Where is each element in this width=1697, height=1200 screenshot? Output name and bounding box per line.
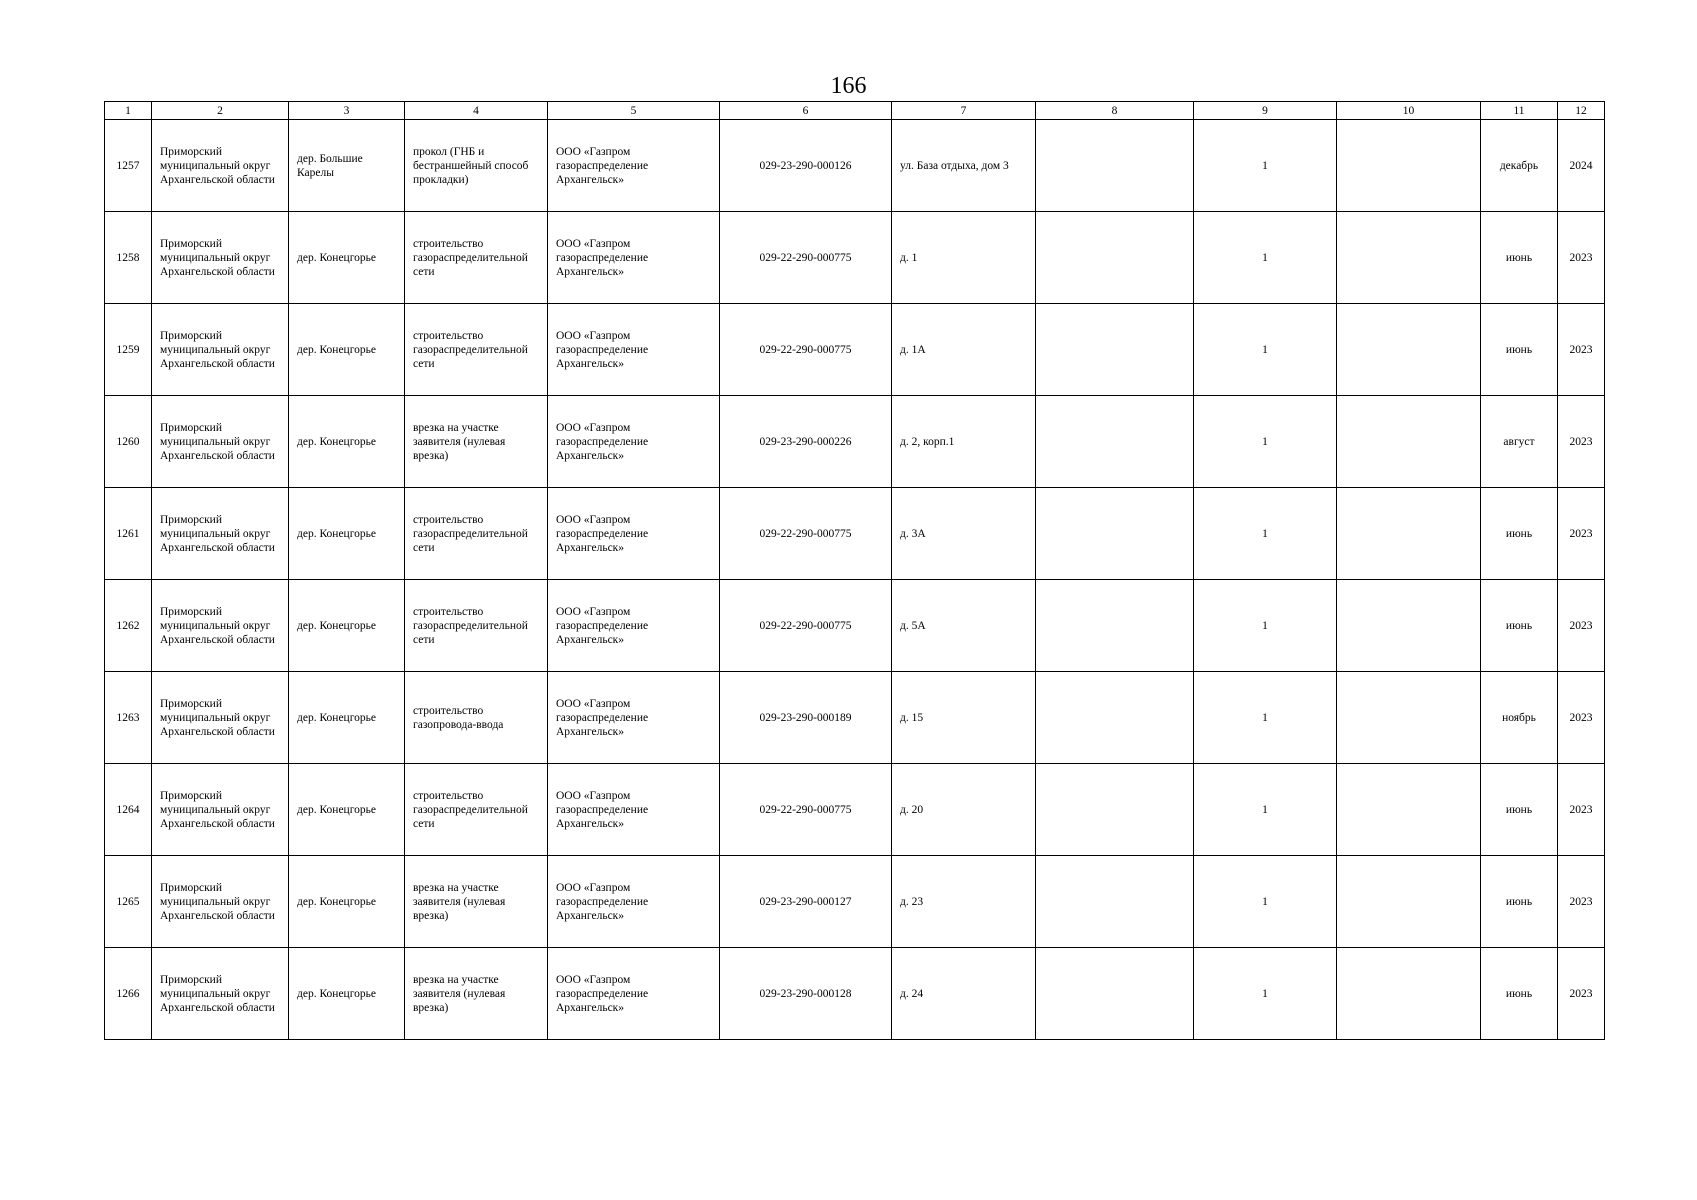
cell-work-type: врезка на участке заявителя (нулевая врезка): [405, 948, 548, 1040]
cell-count: 1: [1194, 488, 1337, 580]
col-header-10: 10: [1337, 102, 1481, 120]
cell-col10: [1337, 120, 1481, 212]
cell-code: 029-22-290-000775: [720, 580, 892, 672]
cell-address: д. 5А: [892, 580, 1036, 672]
table-body: [105, 120, 1605, 1040]
cell-count: 1: [1194, 580, 1337, 672]
cell-number: 1265: [105, 856, 152, 948]
col-header-8: 8: [1036, 102, 1194, 120]
cell-year: 2023: [1558, 488, 1605, 580]
cell-month: июнь: [1481, 488, 1558, 580]
cell-locality: дер. Конецгорье: [289, 580, 405, 672]
cell-year: 2023: [1558, 212, 1605, 304]
cell-col8: [1036, 120, 1194, 212]
cell-month: июнь: [1481, 856, 1558, 948]
cell-district: Приморский муниципальный округ Архангельской области: [152, 120, 289, 212]
cell-year: 2023: [1558, 764, 1605, 856]
col-header-7: 7: [892, 102, 1036, 120]
cell-count: 1: [1194, 396, 1337, 488]
cell-number: 1263: [105, 672, 152, 764]
cell-organization: ООО «Газпром газораспределение Архангельск»: [548, 580, 720, 672]
cell-locality: дер. Конецгорье: [289, 856, 405, 948]
cell-address: д. 23: [892, 856, 1036, 948]
cell-code: 029-22-290-000775: [720, 212, 892, 304]
table-header: [105, 102, 1605, 120]
cell-work-type: строительство газораспределительной сети: [405, 304, 548, 396]
table-row: [105, 764, 1605, 856]
cell-work-type: строительство газораспределительной сети: [405, 488, 548, 580]
cell-col10: [1337, 396, 1481, 488]
cell-locality: дер. Конецгорье: [289, 672, 405, 764]
cell-col10: [1337, 764, 1481, 856]
cell-month: ноябрь: [1481, 672, 1558, 764]
cell-number: 1264: [105, 764, 152, 856]
cell-organization: ООО «Газпром газораспределение Архангельск»: [548, 672, 720, 764]
cell-col8: [1036, 672, 1194, 764]
cell-year: 2023: [1558, 396, 1605, 488]
cell-year: 2024: [1558, 120, 1605, 212]
cell-year: 2023: [1558, 304, 1605, 396]
cell-organization: ООО «Газпром газораспределение Архангельск»: [548, 212, 720, 304]
cell-number: 1266: [105, 948, 152, 1040]
cell-year: 2023: [1558, 672, 1605, 764]
cell-number: 1261: [105, 488, 152, 580]
table-row: [105, 120, 1605, 212]
cell-count: 1: [1194, 212, 1337, 304]
cell-month: декабрь: [1481, 120, 1558, 212]
cell-count: 1: [1194, 120, 1337, 212]
cell-address: д. 15: [892, 672, 1036, 764]
cell-col10: [1337, 212, 1481, 304]
cell-locality: дер. Конецгорье: [289, 304, 405, 396]
cell-district: Приморский муниципальный округ Архангельской области: [152, 672, 289, 764]
cell-month: август: [1481, 396, 1558, 488]
cell-work-type: врезка на участке заявителя (нулевая врезка): [405, 396, 548, 488]
cell-address: д. 1А: [892, 304, 1036, 396]
cell-code: 029-23-290-000128: [720, 948, 892, 1040]
cell-count: 1: [1194, 764, 1337, 856]
cell-district: Приморский муниципальный округ Архангельской области: [152, 396, 289, 488]
col-header-2: 2: [152, 102, 289, 120]
cell-work-type: строительство газораспределительной сети: [405, 764, 548, 856]
cell-count: 1: [1194, 948, 1337, 1040]
cell-code: 029-22-290-000775: [720, 488, 892, 580]
column-number-row: [105, 102, 1605, 120]
col-header-12: 12: [1558, 102, 1605, 120]
cell-district: Приморский муниципальный округ Архангельской области: [152, 304, 289, 396]
cell-organization: ООО «Газпром газораспределение Архангельск»: [548, 396, 720, 488]
cell-col10: [1337, 304, 1481, 396]
cell-col8: [1036, 580, 1194, 672]
cell-locality: дер. Конецгорье: [289, 212, 405, 304]
cell-number: 1262: [105, 580, 152, 672]
page-number: 166: [830, 73, 867, 99]
cell-month: июнь: [1481, 580, 1558, 672]
cell-col10: [1337, 948, 1481, 1040]
cell-locality: дер. Конецгорье: [289, 488, 405, 580]
cell-district: Приморский муниципальный округ Архангельской области: [152, 948, 289, 1040]
table-row: [105, 672, 1605, 764]
cell-col8: [1036, 764, 1194, 856]
col-header-5: 5: [548, 102, 720, 120]
cell-code: 029-22-290-000775: [720, 304, 892, 396]
table-row: [105, 856, 1605, 948]
cell-locality: дер. Конецгорье: [289, 764, 405, 856]
table-row: [105, 580, 1605, 672]
table-row: [105, 948, 1605, 1040]
cell-address: д. 2, корп.1: [892, 396, 1036, 488]
cell-organization: ООО «Газпром газораспределение Архангельск»: [548, 856, 720, 948]
cell-col10: [1337, 672, 1481, 764]
cell-district: Приморский муниципальный округ Архангельской области: [152, 488, 289, 580]
cell-address: д. 1: [892, 212, 1036, 304]
cell-month: июнь: [1481, 304, 1558, 396]
cell-year: 2023: [1558, 580, 1605, 672]
col-header-3: 3: [289, 102, 405, 120]
cell-work-type: строительство газопровода-ввода: [405, 672, 548, 764]
cell-col8: [1036, 396, 1194, 488]
cell-code: 029-23-290-000189: [720, 672, 892, 764]
cell-address: ул. База отдыха, дом 3: [892, 120, 1036, 212]
cell-code: 029-23-290-000127: [720, 856, 892, 948]
register-table: [104, 101, 1605, 1040]
cell-col8: [1036, 948, 1194, 1040]
cell-work-type: прокол (ГНБ и бестраншейный способ прокладки): [405, 120, 548, 212]
col-header-11: 11: [1481, 102, 1558, 120]
table-row: [105, 488, 1605, 580]
cell-address: д. 24: [892, 948, 1036, 1040]
cell-locality: дер. Большие Карелы: [289, 120, 405, 212]
table-row: [105, 212, 1605, 304]
cell-col8: [1036, 856, 1194, 948]
cell-code: 029-22-290-000775: [720, 764, 892, 856]
cell-month: июнь: [1481, 948, 1558, 1040]
cell-number: 1257: [105, 120, 152, 212]
cell-work-type: строительство газораспределительной сети: [405, 580, 548, 672]
table-row: [105, 396, 1605, 488]
col-header-9: 9: [1194, 102, 1337, 120]
cell-organization: ООО «Газпром газораспределение Архангельск»: [548, 304, 720, 396]
cell-count: 1: [1194, 856, 1337, 948]
cell-district: Приморский муниципальный округ Архангельской области: [152, 580, 289, 672]
col-header-6: 6: [720, 102, 892, 120]
cell-year: 2023: [1558, 856, 1605, 948]
cell-count: 1: [1194, 304, 1337, 396]
cell-col10: [1337, 488, 1481, 580]
cell-col8: [1036, 212, 1194, 304]
cell-locality: дер. Конецгорье: [289, 396, 405, 488]
cell-code: 029-23-290-000126: [720, 120, 892, 212]
cell-month: июнь: [1481, 212, 1558, 304]
cell-number: 1259: [105, 304, 152, 396]
cell-number: 1260: [105, 396, 152, 488]
col-header-1: 1: [105, 102, 152, 120]
cell-year: 2023: [1558, 948, 1605, 1040]
cell-work-type: строительство газораспределительной сети: [405, 212, 548, 304]
cell-organization: ООО «Газпром газораспределение Архангельск»: [548, 488, 720, 580]
cell-district: Приморский муниципальный округ Архангельской области: [152, 856, 289, 948]
table-row: [105, 304, 1605, 396]
cell-organization: ООО «Газпром газораспределение Архангельск»: [548, 120, 720, 212]
cell-locality: дер. Конецгорье: [289, 948, 405, 1040]
cell-work-type: врезка на участке заявителя (нулевая врезка): [405, 856, 548, 948]
cell-address: д. 20: [892, 764, 1036, 856]
cell-count: 1: [1194, 672, 1337, 764]
cell-address: д. 3А: [892, 488, 1036, 580]
cell-col8: [1036, 488, 1194, 580]
cell-district: Приморский муниципальный округ Архангельской области: [152, 212, 289, 304]
cell-col10: [1337, 856, 1481, 948]
col-header-4: 4: [405, 102, 548, 120]
cell-col10: [1337, 580, 1481, 672]
cell-month: июнь: [1481, 764, 1558, 856]
cell-col8: [1036, 304, 1194, 396]
cell-code: 029-23-290-000226: [720, 396, 892, 488]
cell-district: Приморский муниципальный округ Архангельской области: [152, 764, 289, 856]
cell-number: 1258: [105, 212, 152, 304]
cell-organization: ООО «Газпром газораспределение Архангельск»: [548, 948, 720, 1040]
cell-organization: ООО «Газпром газораспределение Архангельск»: [548, 764, 720, 856]
